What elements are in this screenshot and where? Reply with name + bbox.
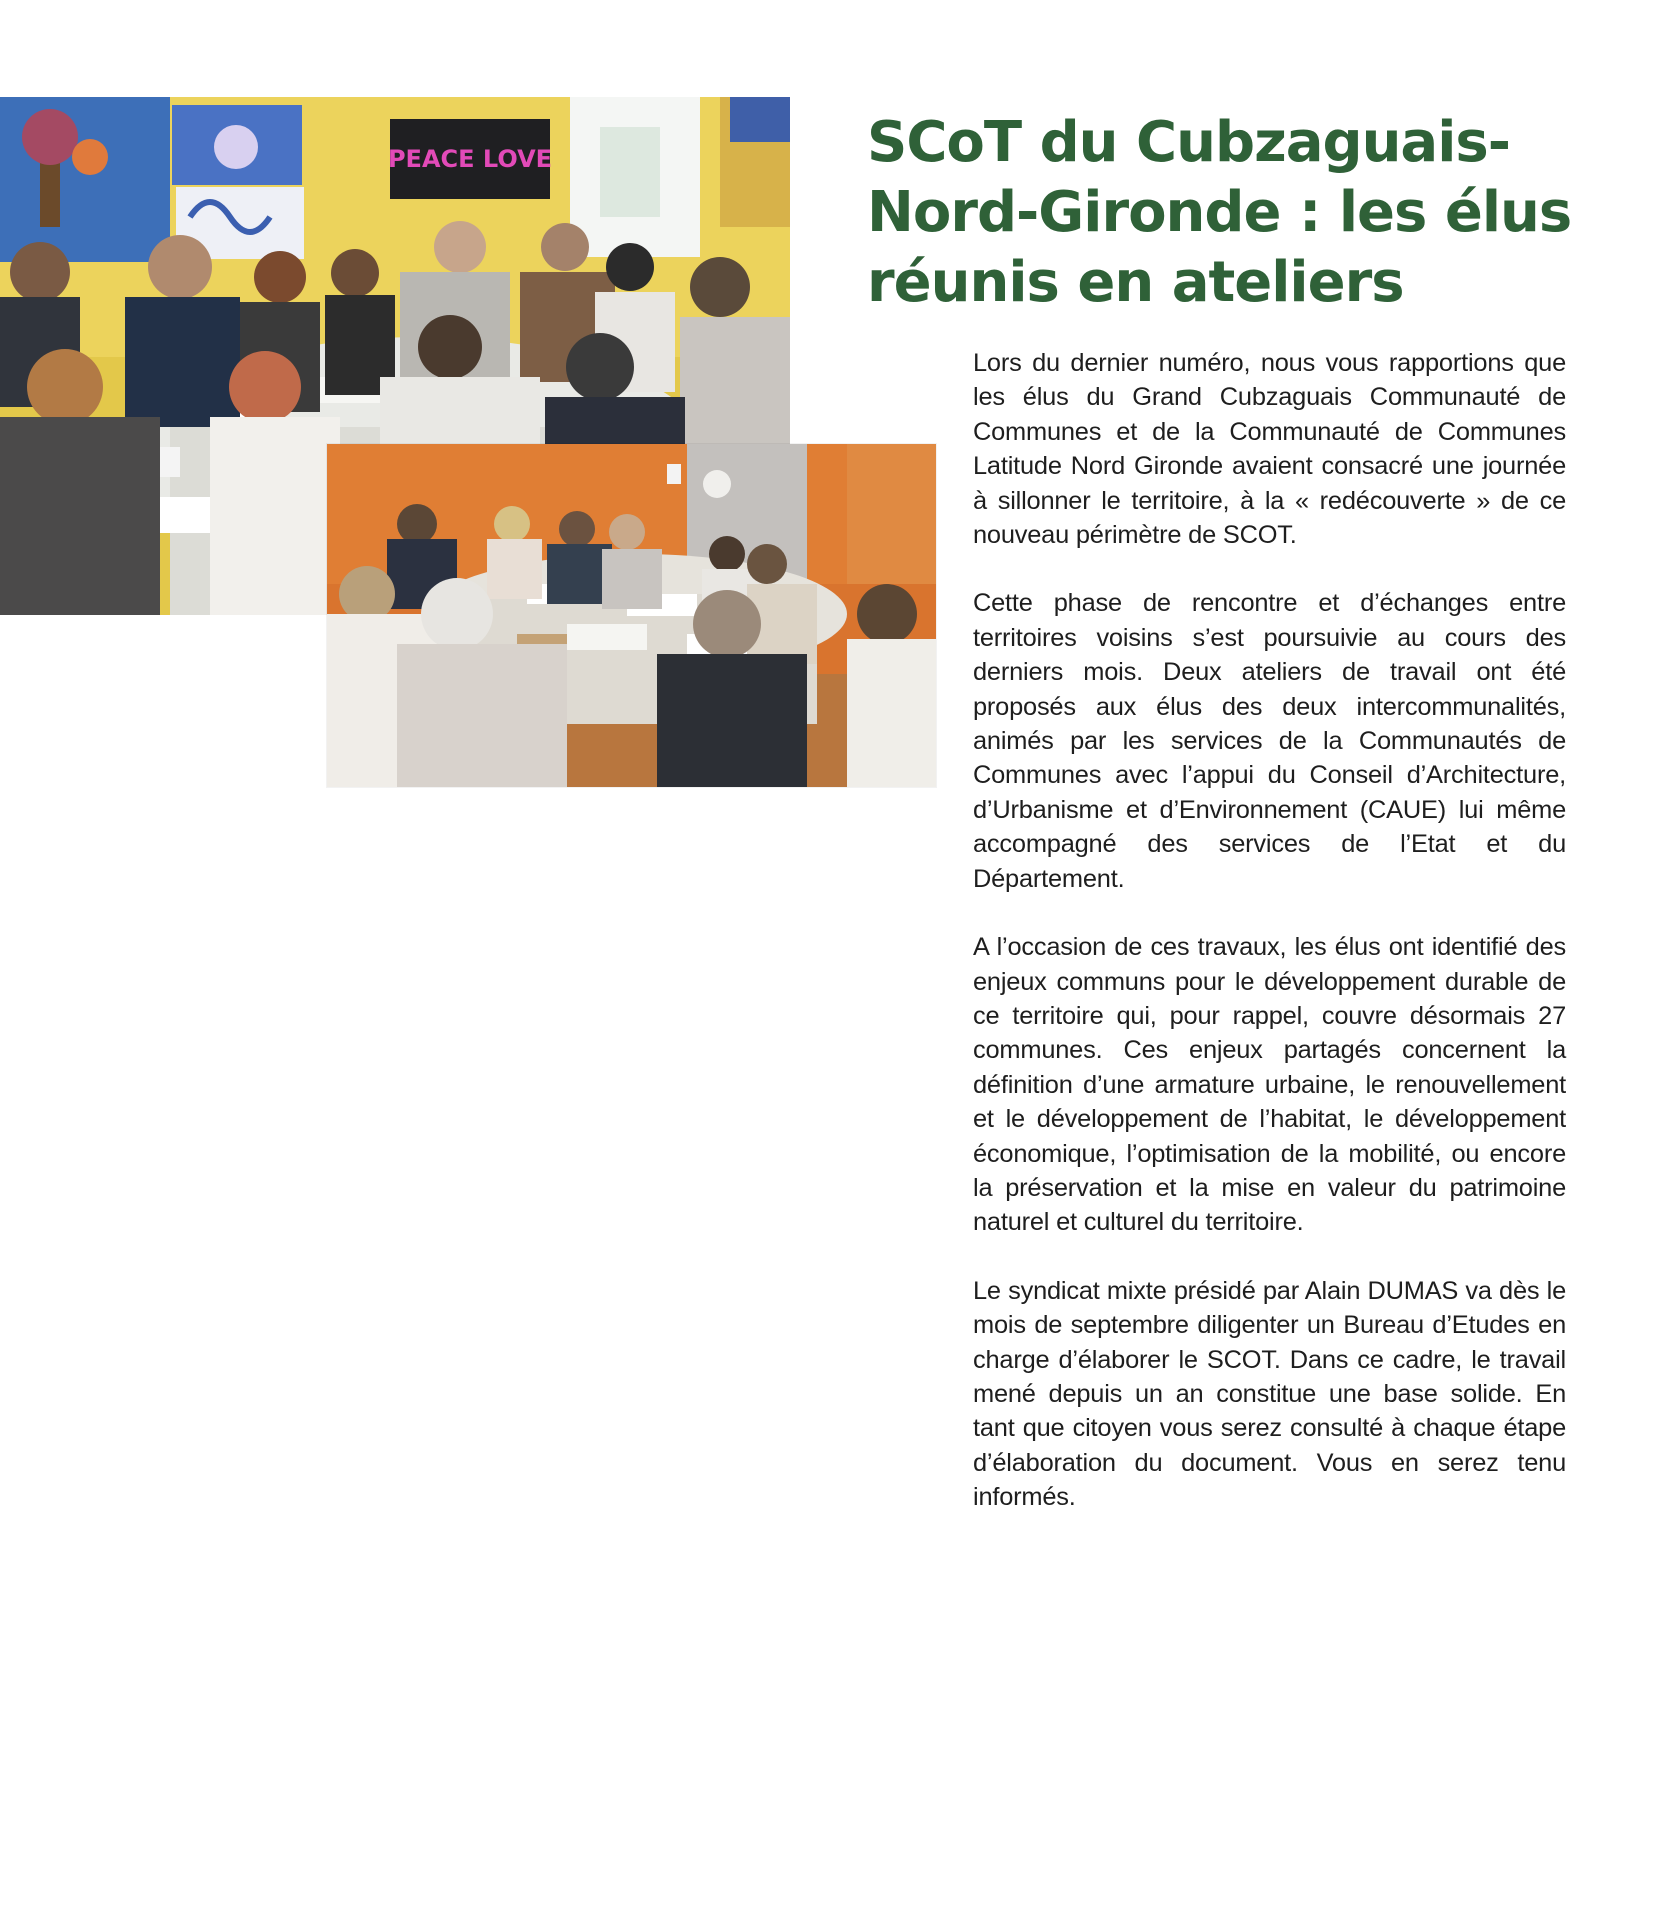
article-paragraph-1: Lors du dernier numéro, nous vous rapportions que les élus du Grand Cubzaguais Communauté de Communes et de la Communauté de Communes Latitude Nord Gironde avaient consacré une journée à sillonner le territoire, à la « redécouverte » de ce nouveau périmètre de SCOT. (973, 349, 1566, 550)
workshop-photo-2 (327, 444, 936, 787)
article-paragraph-2: Cette phase de rencontre et d’échanges entre territoires voisins s’est poursuivie au cours des derniers mois. Deux ateliers de travail ont été proposés aux élus des deux intercommunalités, animés par les services de la Communautés de Communes avec l’appui du Conseil d’Architecture, d’Urbanisme et d’Environnement (CAUE) lui même accompagné des services de l’Etat et du Département. (973, 589, 1566, 893)
article-body (973, 346, 1566, 1549)
banner-text: PEACE LOVE (387, 145, 553, 173)
article-title: SCoT du Cubzaguais-Nord-Gironde : les élus réunis en ateliers (867, 110, 1572, 315)
article-paragraph-4: Le syndicat mixte présidé par Alain DUMAS va dès le mois de septembre diligenter un Bureau d’Etudes en charge d’élaborer le SCOT. Dans ce cadre, le travail mené depuis un an constitue une base solide. En tant que citoyen vous serez consulté à chaque étape d’élaboration du document. Vous en serez tenu informés. (973, 1276, 1566, 1512)
article-paragraph-3: A l’occasion de ces travaux, les élus ont identifié des enjeux communs pour le développement durable de ce territoire qui, pour rappel, couvre désormais 27 communes. Ces enjeux partagés concernent la définition d’une armature urbaine, le renouvellement et le développement de l’habitat, le développement économique, l’optimisation de la mobilité, ou encore la préservation et la mise en valeur du patrimoine naturel et culturel du territoire. (973, 933, 1566, 1237)
workshop-photo-2-illustration (327, 444, 936, 787)
